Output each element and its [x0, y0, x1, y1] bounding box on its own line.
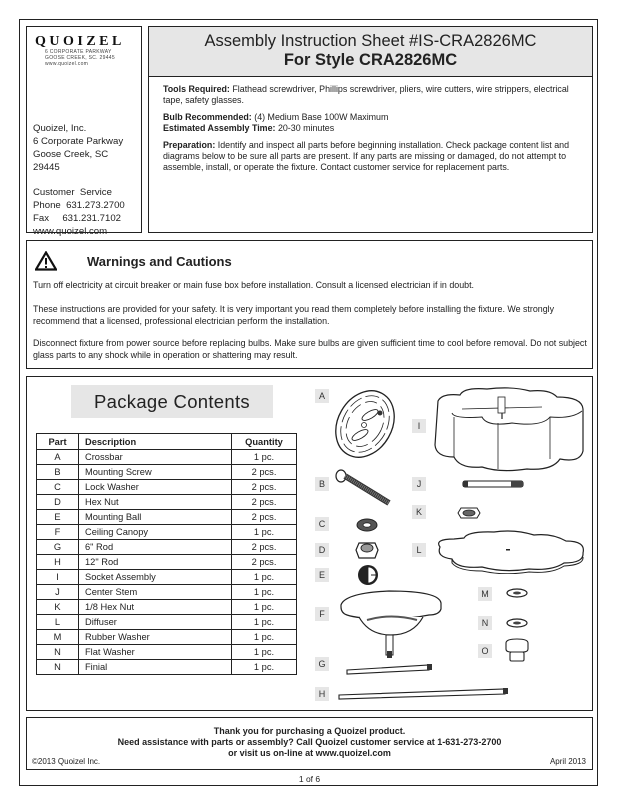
quoizel-logo	[35, 35, 135, 67]
mounting-ball-icon	[356, 563, 380, 587]
diffuser-icon	[434, 529, 586, 574]
column-header-quantity: Quantity	[232, 434, 297, 450]
company-info-panel	[26, 26, 142, 237]
table-row: N Finial 1 pc.	[37, 660, 297, 675]
logo-website: www.quoizel.com	[45, 61, 89, 67]
company-city: Goose Creek, SC	[33, 149, 109, 160]
flat-washer-icon	[505, 617, 529, 629]
diagram-label-c: C	[315, 517, 329, 531]
table-row: L Diffuser 1 pc.	[37, 615, 297, 630]
diagram-label-o: O	[478, 644, 492, 658]
table-row: D Hex Nut 2 pcs.	[37, 495, 297, 510]
warning-paragraph: Turn off electricity at circuit breaker or main fuse box before installation. Consult a licensed electrician if in doubt.	[33, 280, 475, 290]
footer-message	[27, 726, 592, 759]
table-row: M Rubber Washer 1 pc.	[37, 630, 297, 645]
table-row: I Socket Assembly 1 pc.	[37, 570, 297, 585]
table-row: C Lock Washer 2 pcs.	[37, 480, 297, 495]
twelve-inch-rod-icon	[337, 685, 517, 701]
table-row: E Mounting Ball 2 pcs.	[37, 510, 297, 525]
instruction-info	[163, 84, 583, 179]
diagram-label-b: B	[315, 477, 329, 491]
table-row: K 1/8 Hex Nut 1 pc.	[37, 600, 297, 615]
company-zip: 29445	[33, 162, 60, 173]
lock-washer-icon	[355, 517, 379, 533]
logo-wordmark: QUOIZEL	[35, 34, 125, 49]
copyright: ©2013 Quoizel Inc.	[32, 757, 101, 766]
bulb-recommended: Bulb Recommended: (4) Medium Base 100W Maximum	[163, 111, 389, 122]
diagram-label-e: E	[315, 568, 329, 582]
footer-section	[26, 717, 593, 770]
table-row: J Center Stem 1 pc.	[37, 585, 297, 600]
mounting-screw-icon	[333, 469, 395, 509]
table-row: F Ceiling Canopy 1 pc.	[37, 525, 297, 540]
warning-paragraph: Disconnect fixture from power source before replacing bulbs. Make sure bulbs are given sufficient time to cool before removal. Do not subject glass parts to any shock while in operation or shattering may result.	[33, 338, 587, 360]
six-inch-rod-icon	[345, 661, 435, 675]
company-name: Quoizel, Inc.	[33, 123, 87, 134]
table-row: N Flat Washer 1 pc.	[37, 645, 297, 660]
fax-number: Fax 631.231.7102	[33, 213, 122, 224]
column-header-part: Part	[37, 434, 79, 450]
diagram-label-g: G	[315, 657, 329, 671]
customer-service-label: Customer Service	[33, 187, 112, 198]
company-street: 6 Corporate Parkway	[33, 136, 124, 147]
package-contents-section	[26, 376, 593, 711]
revision-date: April 2013	[549, 757, 586, 766]
company-website: www.quoizel.com	[33, 226, 108, 237]
phone-number: Phone 631.273.2700	[33, 200, 125, 211]
warning-triangle-icon	[35, 251, 57, 271]
logo-address-line2: GOOSE CREEK, SC. 29445	[45, 55, 115, 61]
warning-paragraph: These instructions are provided for your safety. It is very important you read them completely before installing the fixture. We strongly recommend that a licensed, professional electrician perform the installation.	[33, 304, 555, 326]
diagram-label-a: A	[315, 389, 329, 403]
footer-assistance: Need assistance with parts or assembly? Call Quoizel customer service at 1-631-273-2700	[117, 737, 502, 747]
table-row: A Crossbar 1 pc.	[37, 450, 297, 465]
estimated-time: Estimated Assembly Time: 20-30 minutes	[163, 123, 335, 134]
hex-nut-icon	[355, 539, 379, 561]
crossbar-icon	[330, 385, 400, 463]
preparation: Preparation: Identify and inspect all parts before beginning installation. Check package content list and diagrams below to be sure all parts are present. If any parts are missing or damaged, do not attempt to assemble, install, or operate the fixture. Contact customer service for replacement parts.	[163, 139, 570, 173]
diagram-label-i: I	[412, 419, 426, 433]
diagram-label-f: F	[315, 607, 329, 621]
footer-thank-you: Thank you for purchasing a Quoizel product.	[213, 726, 406, 736]
page-number: 1 of 6	[298, 774, 321, 784]
diagram-label-d: D	[315, 543, 329, 557]
page-title: Assembly Instruction Sheet #IS-CRA2826MC	[204, 32, 537, 50]
center-stem-icon	[461, 479, 527, 489]
tools-required: Tools Required: Flathead screwdriver, Phillips screwdriver, pliers, wire cutters, wire strippers, electrical tape, safety glasses.	[163, 84, 569, 106]
parts-table	[36, 433, 297, 675]
package-contents-title: Package Contents	[71, 385, 273, 418]
column-header-description: Description	[79, 434, 232, 450]
diagram-label-l: L	[412, 543, 426, 557]
table-row: H 12" Rod 2 pcs.	[37, 555, 297, 570]
diagram-label-m: M	[478, 587, 492, 601]
rubber-washer-icon	[505, 587, 529, 599]
logo-address-line1: 6 CORPORATE PARKWAY	[45, 49, 112, 55]
diagram-label-h: H	[315, 687, 329, 701]
style-subtitle: For Style CRA2826MC	[283, 51, 458, 69]
warnings-section	[26, 240, 593, 369]
finial-icon	[503, 637, 531, 665]
eighth-hex-nut-icon	[457, 505, 481, 521]
ceiling-canopy-icon	[339, 589, 444, 661]
footer-website: or visit us on-line at www.quoizel.com	[228, 748, 391, 758]
title-band	[149, 27, 592, 77]
instruction-header	[148, 26, 593, 233]
table-row: B Mounting Screw 2 pcs.	[37, 465, 297, 480]
table-row: G 6" Rod 2 pcs.	[37, 540, 297, 555]
socket-assembly-icon	[432, 387, 587, 472]
diagram-label-k: K	[412, 505, 426, 519]
table-header-row	[37, 434, 297, 450]
warnings-title: Warnings and Cautions	[87, 253, 232, 269]
diagram-label-n: N	[478, 616, 492, 630]
company-address	[33, 122, 125, 238]
diagram-label-j: J	[412, 477, 426, 491]
